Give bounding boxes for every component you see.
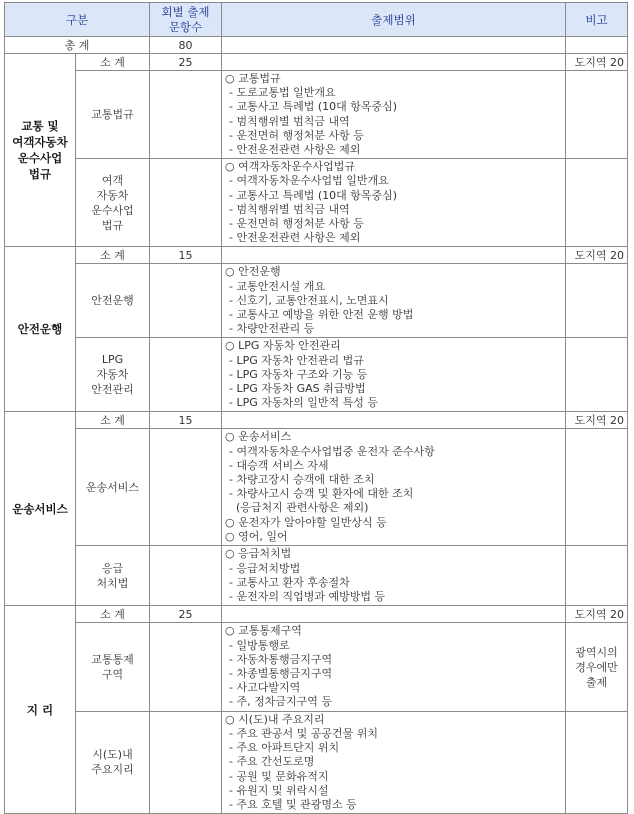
range-item: - 교통사고 특례법 (10대 항목중심) — [229, 188, 398, 202]
subsection-row — [5, 623, 628, 711]
subtotal-count: 25 — [150, 606, 222, 623]
subsection-count-empty — [150, 71, 222, 159]
subtotal-label: 소 계 — [76, 412, 150, 429]
range-heading: ○ 응급처치법 — [225, 547, 292, 561]
range-item: - 교통사고 예방을 위한 안전 운행 방법 — [229, 308, 414, 322]
subtotal-note: 도지역 20 — [566, 247, 628, 264]
total-label: 총 계 — [5, 37, 150, 54]
range-item: - 운전자의 직업병과 예방방법 등 — [229, 590, 386, 604]
range-heading: ○ 운송서비스 — [225, 430, 292, 444]
subsection-name: LPG 자동차 안전관리 — [76, 338, 150, 412]
range-item: (응급처지 관련사항은 제외) — [229, 501, 369, 515]
header-note: 비고 — [566, 3, 628, 37]
subsection-name: 안전운행 — [76, 264, 150, 338]
subtotal-row — [5, 412, 628, 429]
subsection-range — [222, 159, 566, 247]
subsection-row — [5, 429, 628, 546]
exam-scope-table — [4, 2, 628, 814]
range-item: - 교통사고 특례법 (10대 항목중심) — [229, 100, 398, 114]
total-range-empty — [222, 37, 566, 54]
range-item: - 차량안전관리 등 — [229, 322, 315, 336]
subtotal-row — [5, 54, 628, 71]
subsection-range — [222, 71, 566, 159]
total-row — [5, 37, 628, 54]
subsection-range — [222, 711, 566, 813]
subtotal-range-empty — [222, 412, 566, 429]
range-item: - 여객자동차운수사업법 일반개요 — [229, 174, 389, 188]
subsection-count-empty — [150, 159, 222, 247]
subtotal-label: 소 계 — [76, 54, 150, 71]
subsection-range — [222, 623, 566, 711]
subsection-note — [566, 338, 628, 412]
range-item: - 차량고장시 승객에 대한 조치 — [229, 473, 375, 487]
range-heading: ○ 교통통제구역 — [225, 624, 302, 638]
subsection-row — [5, 71, 628, 159]
subtotal-count: 15 — [150, 247, 222, 264]
subtotal-count: 25 — [150, 54, 222, 71]
range-item: - 공원 및 문화유적지 — [229, 769, 329, 783]
range-item: - 교통안전시설 개요 — [229, 279, 325, 293]
subsection-count-empty — [150, 264, 222, 338]
range-item: - 주요 관공서 및 공공건물 위치 — [229, 726, 378, 740]
subsection-note — [566, 711, 628, 813]
subsection-name: 교통법규 — [76, 71, 150, 159]
range-item: - 주, 정차금지구역 등 — [229, 695, 332, 709]
subsection-note — [566, 159, 628, 247]
range-item: - 신호기, 교통안전표시, 노면표시 — [229, 293, 389, 307]
subsection-row — [5, 338, 628, 412]
subsection-range — [222, 429, 566, 546]
subtotal-note: 도지역 20 — [566, 606, 628, 623]
subsection-range — [222, 264, 566, 338]
range-item: - 주요 간선도로명 — [229, 755, 315, 769]
subsection-note — [566, 71, 628, 159]
subsection-name: 응급 처치법 — [76, 546, 150, 606]
subsection-range — [222, 338, 566, 412]
range-heading: ○ 운전자가 알아야할 일반상식 등 — [225, 515, 387, 529]
range-item: - 차량사고시 승객 및 환자에 대한 조치 — [229, 487, 414, 501]
header-count — [150, 3, 222, 37]
range-heading: ○ 영어, 일어 — [225, 529, 288, 543]
range-heading: ○ LPG 자동차 안전관리 — [225, 339, 341, 353]
subsection-range — [222, 546, 566, 606]
subtotal-note: 도지역 20 — [566, 412, 628, 429]
header-row — [5, 3, 628, 37]
subsection-row — [5, 546, 628, 606]
subsection-row — [5, 159, 628, 247]
section-category: 운송서비스 — [5, 412, 76, 606]
subsection-note — [566, 264, 628, 338]
range-item: - 교통사고 환자 후송절차 — [229, 575, 350, 589]
range-item: - 안전운전관련 사항은 제외 — [229, 231, 361, 245]
range-item: - 범칙행위별 범칙금 내역 — [229, 202, 350, 216]
subsection-name: 여객 자동차 운수사업 법규 — [76, 159, 150, 247]
range-item: - 사고다발지역 — [229, 681, 301, 695]
subsection-name: 운송서비스 — [76, 429, 150, 546]
range-item: - LPG 자동차 안전관리 법규 — [229, 353, 364, 367]
subsection-count-empty — [150, 338, 222, 412]
range-item: - 도로교통법 일반개요 — [229, 86, 336, 100]
section-category: 교통 및 여객자동차 운수사업 법규 — [5, 54, 76, 247]
range-heading: ○ 시(도)내 주요지리 — [225, 712, 325, 726]
range-item: - 자동차통행금지구역 — [229, 652, 333, 666]
range-item: - 응급처치방법 — [229, 561, 301, 575]
range-item: - LPG 자동차의 일반적 특성 등 — [229, 396, 378, 410]
header-range: 출제범위 — [222, 3, 566, 37]
subtotal-count: 15 — [150, 412, 222, 429]
subtotal-range-empty — [222, 54, 566, 71]
subsection-note — [566, 546, 628, 606]
range-item: - 대승객 서비스 자세 — [229, 458, 329, 472]
section-category: 지 리 — [5, 606, 76, 814]
range-item: - LPG 자동차 구조와 기능 등 — [229, 367, 368, 381]
subtotal-note: 도지역 20 — [566, 54, 628, 71]
range-item: - LPG 자동차 GAS 취급방법 — [229, 382, 366, 396]
subsection-note — [566, 429, 628, 546]
subsection-note: 광역시의 경우에만 출제 — [566, 623, 628, 711]
range-item: - 범칙행위별 범칙금 내역 — [229, 114, 350, 128]
range-item: - 안전운전관련 사항은 제외 — [229, 143, 361, 157]
range-heading: ○ 안전운행 — [225, 265, 281, 279]
subsection-name: 교통통제 구역 — [76, 623, 150, 711]
section-category: 안전운행 — [5, 247, 76, 412]
subtotal-row — [5, 247, 628, 264]
header-category: 구분 — [5, 3, 150, 37]
range-item: - 주요 아파트단지 위치 — [229, 741, 340, 755]
subsection-row — [5, 264, 628, 338]
range-heading: ○ 교통법규 — [225, 72, 281, 85]
subtotal-range-empty — [222, 606, 566, 623]
subtotal-label: 소 계 — [76, 606, 150, 623]
subsection-count-empty — [150, 429, 222, 546]
subsection-name: 시(도)내 주요지리 — [76, 711, 150, 813]
range-item: - 유원지 및 위락시설 — [229, 783, 329, 797]
subsection-count-empty — [150, 623, 222, 711]
range-item: - 운전면허 행정처분 사항 등 — [229, 217, 364, 231]
subtotal-row — [5, 606, 628, 623]
total-note-empty — [566, 37, 628, 54]
total-count: 80 — [150, 37, 222, 54]
subtotal-label: 소 계 — [76, 247, 150, 264]
subtotal-range-empty — [222, 247, 566, 264]
subsection-count-empty — [150, 711, 222, 813]
range-heading: ○ 여객자동차운수사업법규 — [225, 160, 355, 174]
range-item: - 운전면허 행정처분 사항 등 — [229, 128, 364, 142]
subsection-count-empty — [150, 546, 222, 606]
range-item: - 일방통행로 — [229, 638, 290, 652]
header-count-text: 회별 출제 문항수 — [161, 4, 210, 34]
range-item: - 여객자동차운수사업법중 운전자 준수사항 — [229, 444, 435, 458]
range-item: - 차종별통행금지구역 — [229, 667, 333, 681]
range-item: - 주요 호텔 및 관광명소 등 — [229, 797, 357, 811]
subsection-row — [5, 711, 628, 813]
